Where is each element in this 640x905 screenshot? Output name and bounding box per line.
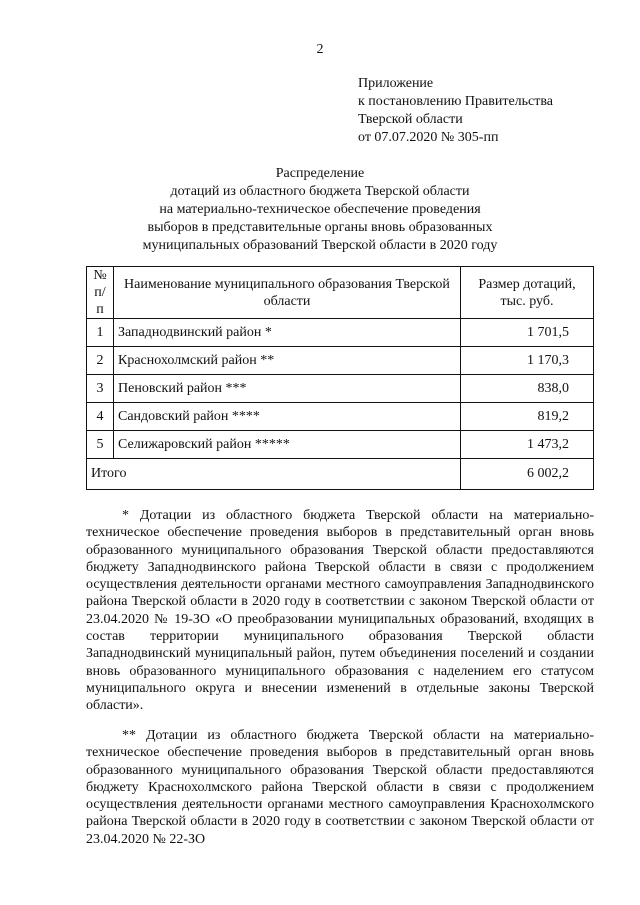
table-row: [87, 403, 594, 431]
footnote-1: * Дотации из областного бюджета Тверской области на материально-техническое обеспечение проведения выборов в представительный орган вновь образованного муниципального образования Тверской области предоставляются бюджету Западнодвинского района Тверской области в связи с продолжением осуществления деятельности органами местного самоуправления Западнодвинского района Тверской области в 2020 году в соответствии с законом Тверской области от 23.04.2020 № 19-ЗО «О преобразовании муниципальных образований, входящих в состав территории муниципального образования Тверской области Западнодвинский муниципальный район, путем объединения поселений и создании вновь образованного муниципального образования с наделением его статусом муниципального округа и внесении изменений в отдельные законы Тверской области».: [86, 508, 594, 714]
row-name: Селижаровский район *****: [114, 431, 461, 459]
header-name: Наименование муниципального образования Тверской области: [114, 267, 461, 319]
row-name: Краснохолмский район **: [114, 347, 461, 375]
header-num: № п/п: [87, 267, 114, 319]
row-num: 3: [87, 375, 114, 403]
row-amount: 1 473,2: [461, 431, 594, 459]
row-name: Сандовский район ****: [114, 403, 461, 431]
total-amount: 6 002,2: [461, 459, 594, 490]
row-amount: 819,2: [461, 403, 594, 431]
row-num: 2: [87, 347, 114, 375]
title-line: муниципальных образований Тверской области в 2020 году: [142, 238, 498, 253]
row-amount: 838,0: [461, 375, 594, 403]
title-line: на материально-техническое обеспечение проведения: [159, 202, 481, 217]
appendix-line: Приложение: [358, 76, 434, 91]
row-num: 1: [87, 319, 114, 347]
footnote-2: ** Дотации из областного бюджета Тверской области на материально-техническое обеспечение проведения выборов в представительный орган вновь образованного муниципального образования Тверской области предоставляются бюджету Краснохолмского района Тверской области в связи с продолжением осуществления деятельности органами местного самоуправления Краснохолмского района Тверской области в 2020 году в соответствии с законом Тверской области от 23.04.2020 № 22-ЗО: [86, 728, 594, 847]
row-amount: 1 170,3: [461, 347, 594, 375]
title-line: дотаций из областного бюджета Тверской области: [170, 184, 470, 199]
page-number: 2: [316, 42, 324, 57]
row-num: 5: [87, 431, 114, 459]
row-name: Пеновский район ***: [114, 375, 461, 403]
row-num: 4: [87, 403, 114, 431]
title-line: выборов в представительные органы вновь образованных: [147, 220, 493, 235]
appendix-header: [358, 75, 553, 147]
total-label: Итого: [87, 459, 461, 490]
table-row: [87, 347, 594, 375]
table-header-row: [87, 267, 594, 319]
appendix-line: Тверской области: [358, 112, 463, 127]
appendix-line: от 07.07.2020 № 305-пп: [358, 130, 499, 145]
table-row: [87, 319, 594, 347]
header-amount: Размер дотаций, тыс. руб.: [461, 267, 594, 319]
row-name: Западнодвинский район *: [114, 319, 461, 347]
distribution-table: [86, 266, 594, 490]
table-row: [87, 375, 594, 403]
total-row: [87, 459, 594, 490]
title-line: Распределение: [275, 166, 365, 181]
row-amount: 1 701,5: [461, 319, 594, 347]
document-title: [0, 165, 640, 255]
appendix-line: к постановлению Правительства: [358, 94, 554, 109]
table-row: [87, 431, 594, 459]
